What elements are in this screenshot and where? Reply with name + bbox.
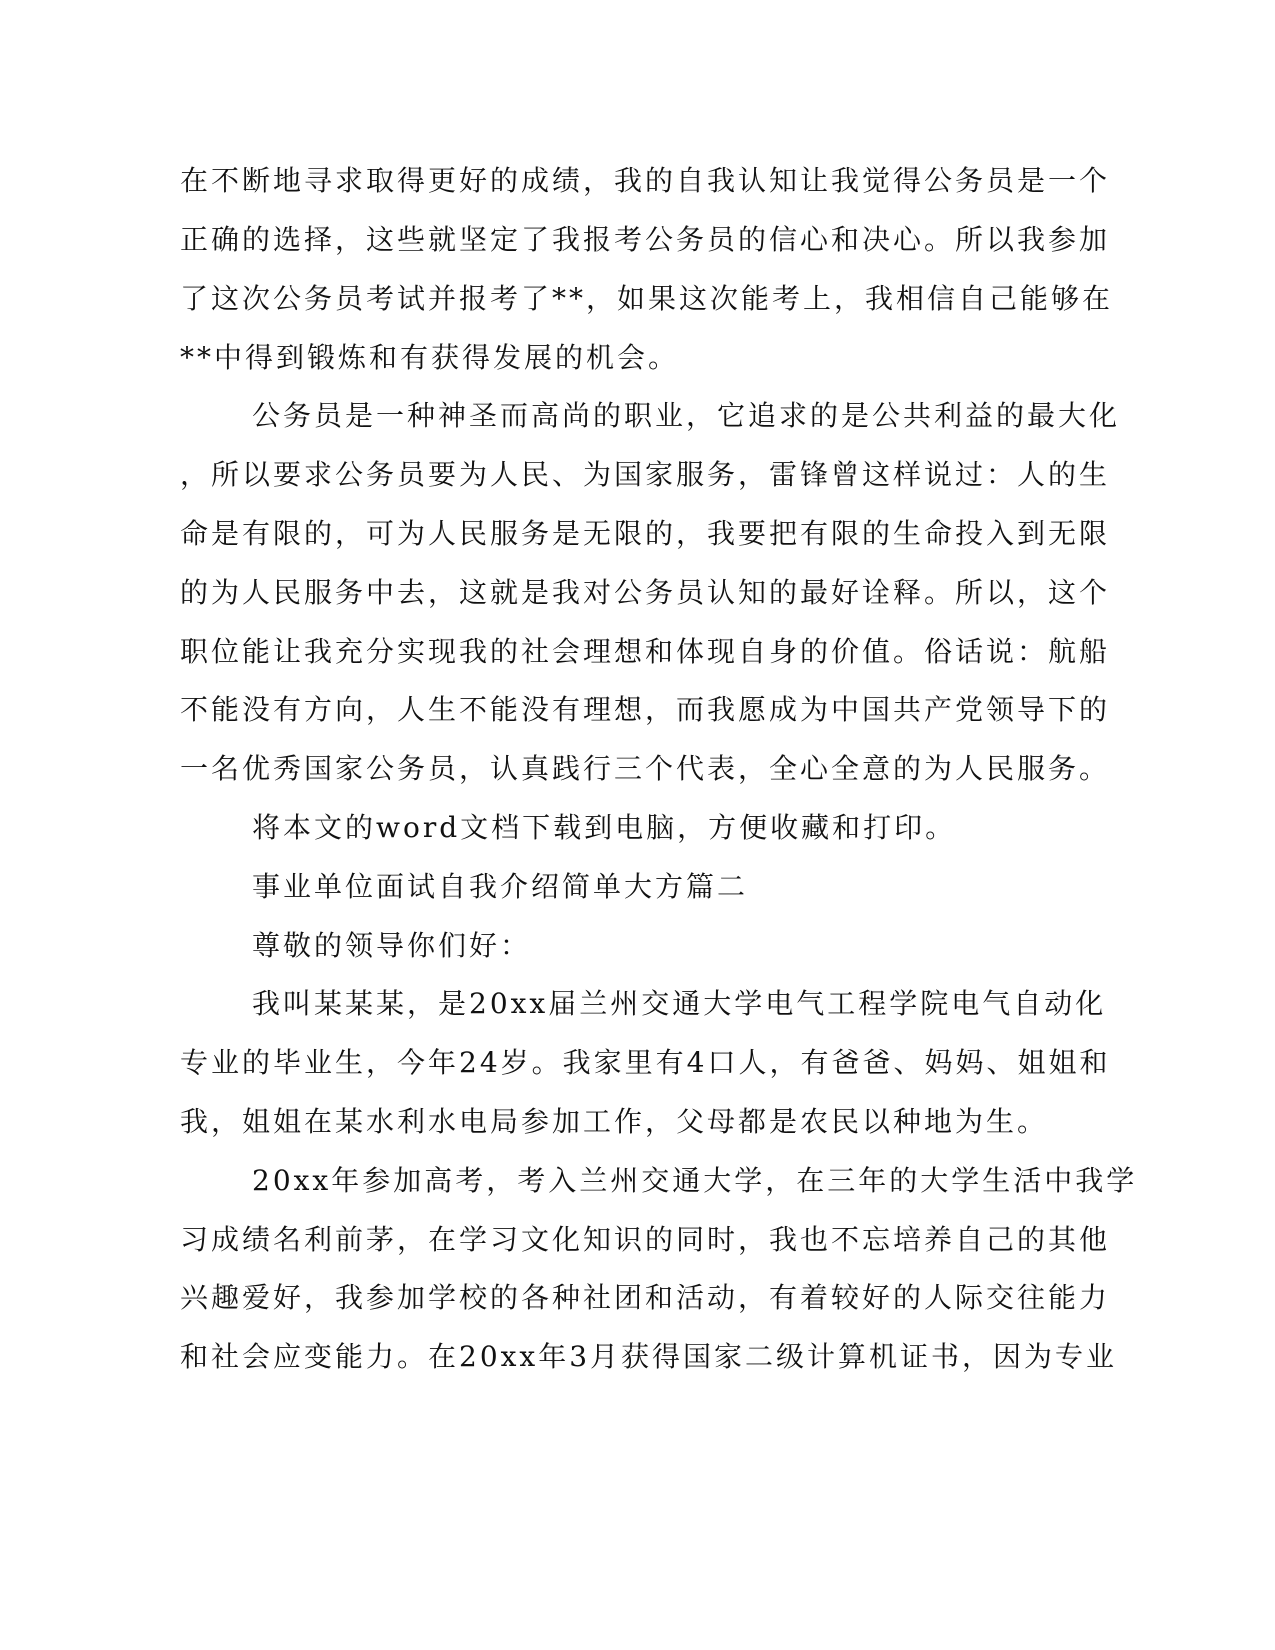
body-line: 不能没有方向，人生不能没有理想，而我愿成为中国共产党领导下的 [180, 693, 1111, 726]
body-line: 兴趣爱好，我参加学校的各种社团和活动，有着较好的人际交往能力 [180, 1281, 1111, 1314]
body-line: **中得到锻炼和有获得发展的机会。 [180, 341, 680, 374]
body-line: 一名优秀国家公务员，认真践行三个代表，全心全意的为人民服务。 [180, 752, 1111, 785]
body-line: 正确的选择，这些就坚定了我报考公务员的信心和决心。所以我参加 [180, 223, 1111, 256]
body-line: 命是有限的，可为人民服务是无限的，我要把有限的生命投入到无限 [180, 517, 1111, 550]
body-line: 公务员是一种神圣而高尚的职业，它追求的是公共利益的最大化 [252, 399, 1121, 432]
salutation: 尊敬的领导你们好： [252, 929, 532, 962]
body-line: 习成绩名利前茅，在学习文化知识的同时，我也不忘培养自己的其他 [180, 1223, 1111, 1256]
body-line: ，所以要求公务员要为人民、为国家服务，雷锋曾这样说过：人的生 [180, 458, 1111, 491]
section-heading: 事业单位面试自我介绍简单大方篇二 [252, 870, 749, 903]
body-line: 在不断地寻求取得更好的成绩，我的自我认知让我觉得公务员是一个 [180, 164, 1111, 197]
body-line: 20xx年参加高考，考入兰州交通大学，在三年的大学生活中我学 [252, 1164, 1138, 1197]
body-line: 我叫某某某，是20xx届兰州交通大学电气工程学院电气自动化 [252, 987, 1107, 1020]
body-line: 的为人民服务中去，这就是我对公务员认知的最好诠释。所以，这个 [180, 576, 1111, 609]
download-note: 将本文的word文档下载到电脑，方便收藏和打印。 [252, 811, 957, 844]
body-line: 专业的毕业生，今年24岁。我家里有4口人，有爸爸、妈妈、姐姐和 [180, 1046, 1111, 1079]
body-line: 我，姐姐在某水利水电局参加工作，父母都是农民以种地为生。 [180, 1105, 1049, 1138]
body-line: 职位能让我充分实现我的社会理想和体现自身的价值。俗话说：航船 [180, 635, 1111, 668]
body-line: 和社会应变能力。在20xx年3月获得国家二级计算机证书，因为专业 [180, 1340, 1118, 1373]
body-line: 了这次公务员考试并报考了**，如果这次能考上，我相信自己能够在 [180, 282, 1114, 315]
